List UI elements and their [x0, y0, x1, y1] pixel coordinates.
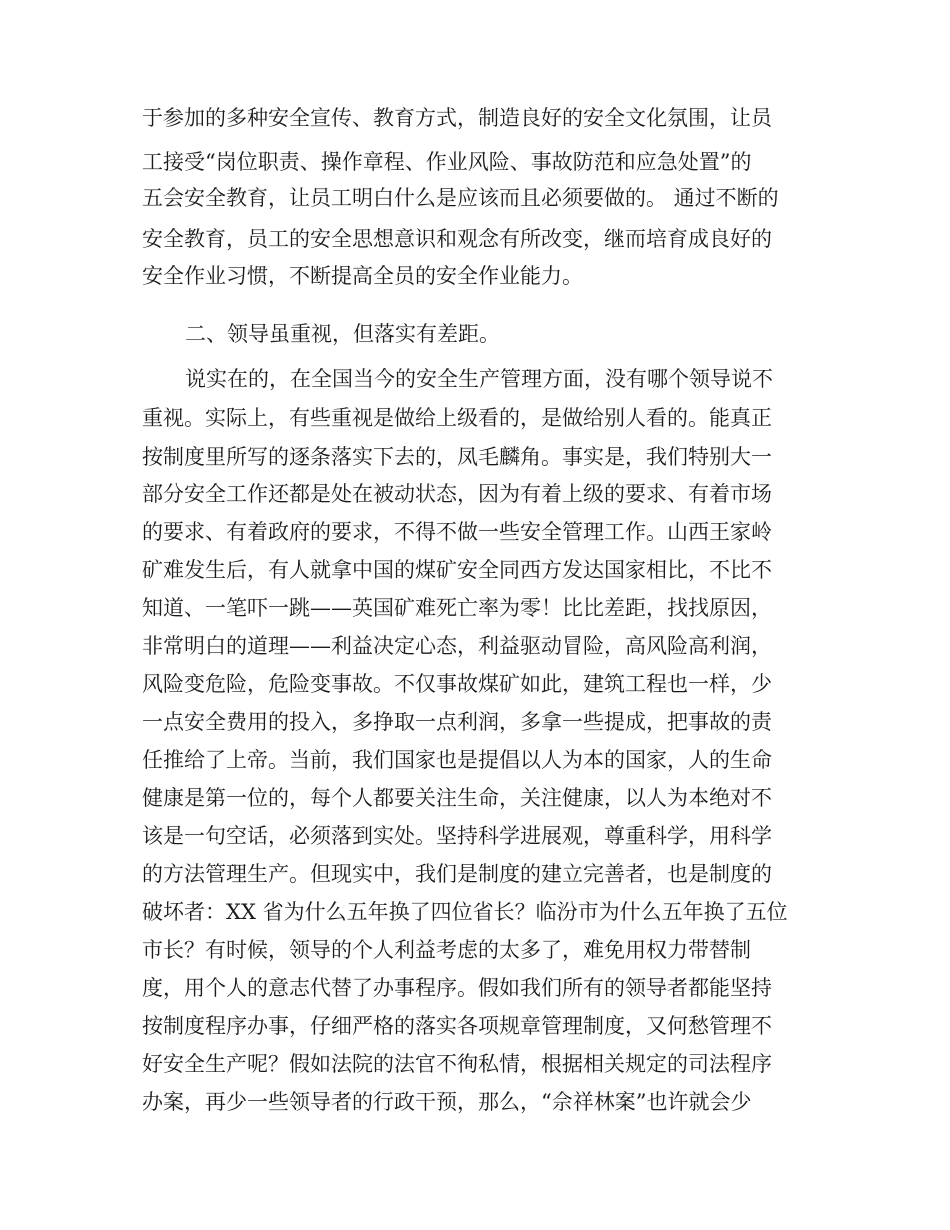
text-line: 任推给了上帝。当前，我们国家也是提倡以人为本的国家，人的生命: [142, 748, 772, 772]
text-line: 破坏者：XX 省为什么五年换了四位省长？临汾市为什么五年换了五位: [142, 900, 788, 924]
text-line: 矿难发生后，有人就拿中国的煤矿安全同西方发达国家相比，不比不: [142, 558, 772, 582]
text-line: 市长？有时候，领导的个人利益考虑的太多了，难免用权力带替制: [142, 938, 751, 962]
text-line: 五会安全教育，让员工明白什么是应该而且必须要做的。 通过不断的: [142, 186, 779, 210]
text-line: 部分安全工作还都是处在被动状态，因为有着上级的要求、有着市场: [142, 482, 772, 506]
text-line: 的要求、有着政府的要求，不得不做一些安全管理工作。山西王家岭: [142, 520, 772, 544]
section-heading: 二、领导虽重视，但落实有差距。: [185, 322, 500, 346]
text-line: 好安全生产呢？假如法院的法官不徇私情，根据相关规定的司法程序: [142, 1052, 772, 1076]
text-line: 工接受“岗位职责、操作章程、作业风险、事故防范和应急处置”的: [142, 150, 752, 174]
text-line: 按制度里所写的逐条落实下去的，凤毛麟角。事实是，我们特别大一: [142, 445, 772, 469]
text-line: 安全教育，员工的安全思想意识和观念有所改变，继而培育成良好的: [142, 227, 772, 251]
text-line: 按制度程序办事，仔细严格的落实各项规章管理制度，又何愁管理不: [142, 1014, 772, 1038]
text-line: 说实在的，在全国当今的安全生产管理方面，没有哪个领导说不: [185, 367, 773, 391]
text-line: 风险变危险，危险变事故。不仅事故煤矿如此，建筑工程也一样，少: [142, 672, 772, 696]
text-line: 健康是第一位的，每个人都要关注生命，关注健康，以人为本绝对不: [142, 786, 772, 810]
text-line: 一点安全费用的投入，多挣取一点利润，多拿一些提成，把事故的责: [142, 710, 772, 734]
text-line: 度，用个人的意志代替了办事程序。假如我们所有的领导者都能坚持: [142, 976, 772, 1000]
text-line: 安全作业习惯，不断提高全员的安全作业能力。: [142, 264, 583, 288]
text-line: 重视。实际上，有些重视是做给上级看的，是做给别人看的。能真正: [142, 406, 772, 430]
text-line: 于参加的多种安全宣传、教育方式，制造良好的安全文化氛围，让员: [142, 106, 772, 130]
text-line: 该是一句空话，必须落到实处。坚持科学进展观，尊重科学，用科学: [142, 824, 772, 848]
text-line: 知道、一笔吓一跳——英国矿难死亡率为零！比比差距，找找原因，: [142, 596, 772, 620]
text-line: 的方法管理生产。但现实中，我们是制度的建立完善者，也是制度的: [142, 862, 772, 886]
text-line: 非常明白的道理——利益决定心态，利益驱动冒险，高风险高利润，: [142, 634, 772, 658]
text-line: 办案，再少一些领导者的行政干预，那么，“佘祥林案”也许就会少: [142, 1090, 752, 1114]
